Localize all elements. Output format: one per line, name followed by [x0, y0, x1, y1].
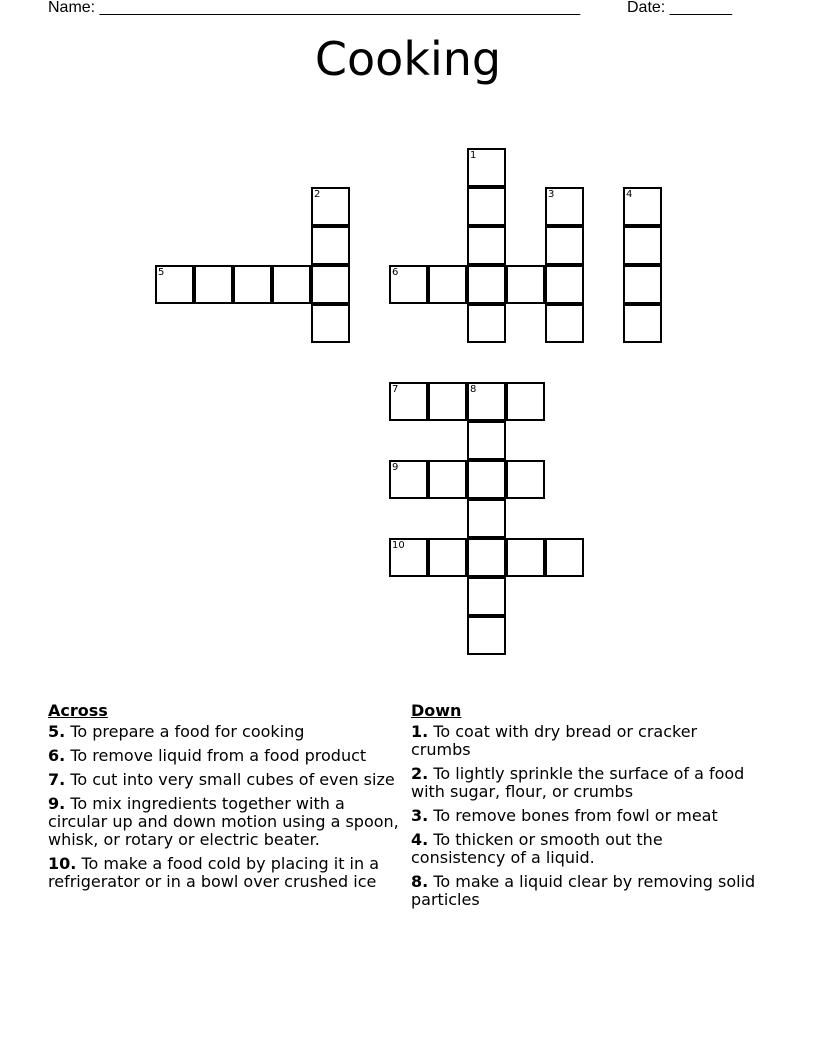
grid-cell[interactable]	[467, 187, 506, 226]
cell-number: 3	[548, 189, 555, 200]
grid-cell[interactable]	[545, 538, 584, 577]
down-heading: Down	[411, 701, 462, 720]
clue-number: 4.	[411, 830, 429, 849]
grid-cell[interactable]	[467, 577, 506, 616]
across-clues	[48, 702, 403, 897]
clue-text: To prepare a food for cooking	[70, 722, 305, 741]
across-clue-list	[48, 723, 403, 891]
grid-cell[interactable]	[467, 499, 506, 538]
grid-cell[interactable]	[467, 382, 506, 421]
grid-cell[interactable]	[467, 265, 506, 304]
across-clue	[48, 723, 403, 741]
cell-number: 2	[314, 189, 321, 200]
grid-cell[interactable]	[467, 460, 506, 499]
grid-cell[interactable]	[623, 226, 662, 265]
clue-text: To mix ingredients together with a circular up and down motion using a spoon, whisk, or rotary or electric beater.	[48, 794, 399, 849]
grid-cell[interactable]	[389, 460, 428, 499]
grid-cell[interactable]	[623, 304, 662, 343]
grid-cell[interactable]	[194, 265, 233, 304]
cell-number: 9	[392, 462, 399, 473]
clue-text: To cut into very small cubes of even size	[70, 770, 395, 789]
clue-text: To lightly sprinkle the surface of a food with sugar, flour, or crumbs	[411, 764, 745, 801]
clue-text: To thicken or smooth out the consistency of a liquid.	[411, 830, 663, 867]
grid-cell[interactable]	[545, 226, 584, 265]
clue-number: 2.	[411, 764, 429, 783]
grid-cell[interactable]	[311, 226, 350, 265]
grid-cell[interactable]	[389, 538, 428, 577]
grid-cell[interactable]	[545, 187, 584, 226]
down-clues	[411, 702, 756, 915]
grid-cell[interactable]	[623, 265, 662, 304]
across-clue	[48, 795, 403, 849]
date-field-label: Date: _______	[627, 0, 732, 16]
grid-cell[interactable]	[467, 538, 506, 577]
grid-cell[interactable]	[467, 226, 506, 265]
cell-number: 10	[392, 540, 405, 551]
cell-number: 7	[392, 384, 399, 395]
cell-number: 4	[626, 189, 633, 200]
grid-cell[interactable]	[506, 460, 545, 499]
clue-number: 9.	[48, 794, 66, 813]
grid-cell[interactable]	[311, 304, 350, 343]
across-clue	[48, 771, 403, 789]
clue-text: To coat with dry bread or cracker crumbs	[411, 722, 698, 759]
cell-number: 6	[392, 267, 399, 278]
clue-number: 1.	[411, 722, 429, 741]
grid-cell[interactable]	[428, 382, 467, 421]
clue-text: To make a liquid clear by removing solid particles	[411, 872, 756, 909]
down-clue	[411, 873, 756, 909]
down-clue	[411, 831, 756, 867]
grid-cell[interactable]	[428, 538, 467, 577]
clue-number: 6.	[48, 746, 66, 765]
across-heading: Across	[48, 701, 108, 720]
grid-cell[interactable]	[467, 616, 506, 655]
grid-cell[interactable]	[467, 304, 506, 343]
grid-cell[interactable]	[467, 421, 506, 460]
clue-number: 10.	[48, 854, 77, 873]
grid-cell[interactable]	[155, 265, 194, 304]
grid-cell[interactable]	[428, 265, 467, 304]
clue-number: 5.	[48, 722, 66, 741]
grid-cell[interactable]	[428, 460, 467, 499]
grid-cell[interactable]	[467, 148, 506, 187]
clue-text: To remove liquid from a food product	[70, 746, 367, 765]
cell-number: 1	[470, 150, 477, 161]
puzzle-title: Cooking	[314, 32, 502, 86]
clue-number: 3.	[411, 806, 429, 825]
grid-cell[interactable]	[623, 187, 662, 226]
clue-number: 7.	[48, 770, 66, 789]
down-clue	[411, 723, 756, 759]
cell-number: 5	[158, 267, 165, 278]
clue-text: To make a food cold by placing it in a refrigerator or in a bowl over crushed ice	[48, 854, 380, 891]
clue-number: 8.	[411, 872, 429, 891]
grid-cell[interactable]	[506, 265, 545, 304]
cell-number: 8	[470, 384, 477, 395]
clue-text: To remove bones from fowl or meat	[433, 806, 718, 825]
across-clue	[48, 747, 403, 765]
down-clue-list	[411, 723, 756, 909]
grid-cell[interactable]	[233, 265, 272, 304]
grid-cell[interactable]	[311, 187, 350, 226]
grid-cell[interactable]	[311, 265, 350, 304]
name-field-label: Name: ______________________________________________________	[48, 0, 581, 16]
down-clue	[411, 807, 756, 825]
grid-cell[interactable]	[545, 265, 584, 304]
grid-cell[interactable]	[506, 538, 545, 577]
grid-cell[interactable]	[506, 382, 545, 421]
grid-cell[interactable]	[389, 265, 428, 304]
across-clue	[48, 855, 403, 891]
grid-cell[interactable]	[545, 304, 584, 343]
grid-cell[interactable]	[272, 265, 311, 304]
down-clue	[411, 765, 756, 801]
grid-cell[interactable]	[389, 382, 428, 421]
